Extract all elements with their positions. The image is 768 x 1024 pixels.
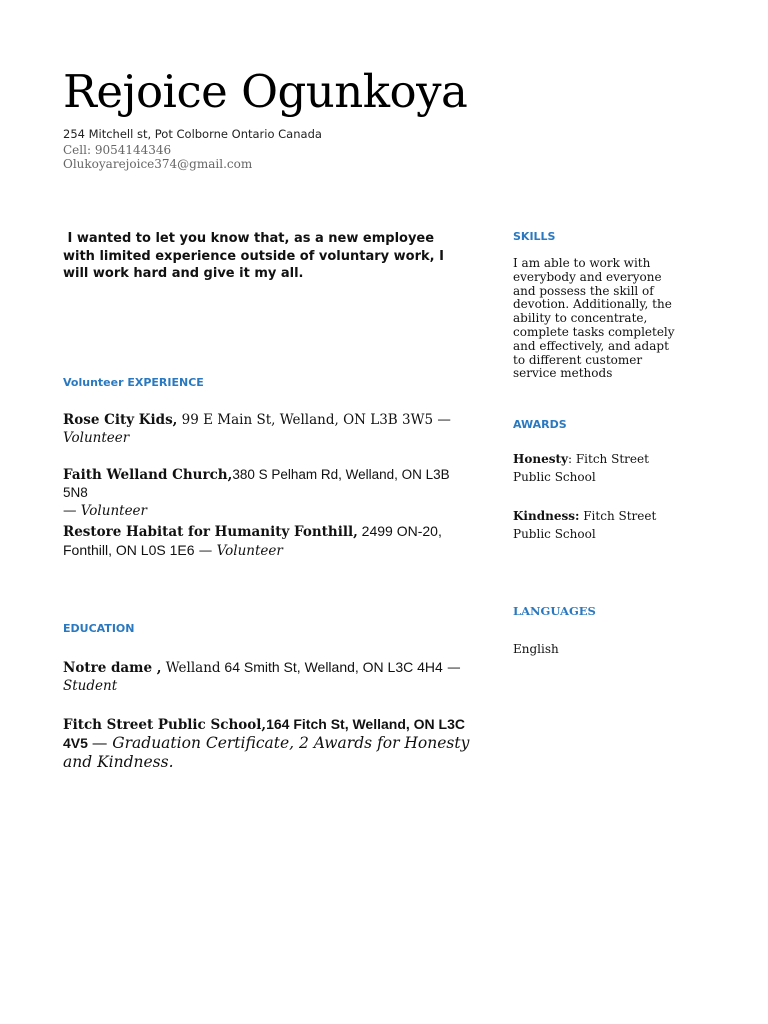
entry-organization: Rose City Kids,: [63, 412, 178, 428]
intro-statement: I wanted to let you know that, as a new employee with limited experience outside of voluntary work, I will work hard and give it my all.: [63, 231, 449, 281]
volunteer-heading: Volunteer EXPERIENCE: [63, 376, 204, 389]
education-heading: EDUCATION: [63, 622, 135, 635]
entry-city: Welland: [161, 660, 221, 676]
award-text: Fitch Street Public School: [513, 509, 657, 541]
entry-address: 99 E Main St, Welland, ON L3B 3W5 —: [177, 412, 451, 428]
entry-separator: —: [91, 734, 113, 752]
award-label: Kindness:: [513, 509, 580, 523]
contact-block: [63, 143, 252, 171]
email: Olukoyarejoice374@gmail.com: [63, 157, 253, 171]
award-item: [513, 507, 688, 543]
award-separator: :: [567, 452, 576, 466]
volunteer-entry: [63, 522, 478, 560]
entry-role: Student: [63, 678, 118, 694]
address: 254 Mitchell st, Pot Colborne Ontario Canada: [63, 127, 322, 141]
entry-separator: —: [442, 660, 461, 676]
entry-role: Volunteer: [216, 543, 283, 559]
award-label: Honesty: [513, 452, 568, 466]
skills-heading: SKILLS: [513, 230, 556, 243]
languages-heading: LANGUAGES: [513, 604, 596, 618]
entry-separator: —: [194, 543, 217, 559]
award-item: [513, 450, 688, 486]
volunteer-entry: [63, 411, 478, 447]
entry-address: 64 Smith St, Welland, ON L3C 4H4: [220, 659, 443, 675]
education-entry: [63, 658, 478, 695]
entry-separator: —: [63, 503, 81, 519]
entry-role: Volunteer: [63, 430, 130, 446]
cell-phone: Cell: 9054144346: [63, 143, 172, 157]
candidate-name: Rejoice Ogunkoya: [63, 65, 468, 118]
skills-text: I am able to work with everybody and everyone and possess the skill of devotion. Additionally, the ability to concentrate, complete tasks completely and effectively, and adapt to different customer service methods: [513, 256, 675, 381]
entry-organization: Faith Welland Church,: [63, 467, 233, 483]
education-entry: [63, 715, 478, 772]
awards-heading: AWARDS: [513, 418, 567, 431]
entry-address: 2499 ON-20, Fonthill, ON L0S 1E6: [63, 523, 442, 558]
entry-address: 380 S Pelham Rd, Welland, ON L3B 5N8: [63, 467, 450, 500]
entry-role: Volunteer: [80, 503, 147, 519]
entry-role: Graduation Certificate, 2 Awards for Honesty and Kindness.: [63, 734, 470, 771]
entry-address: 164 Fitch St, Welland, ON L3C 4V5: [63, 716, 466, 751]
language-item: English: [513, 642, 559, 656]
volunteer-entry: [63, 466, 478, 520]
award-text: Fitch Street Public School: [513, 452, 649, 484]
entry-organization: Notre dame ,: [63, 660, 162, 676]
entry-organization: Restore Habitat for Humanity Fonthill,: [63, 524, 358, 540]
entry-organization: Fitch Street Public School,: [63, 717, 267, 733]
